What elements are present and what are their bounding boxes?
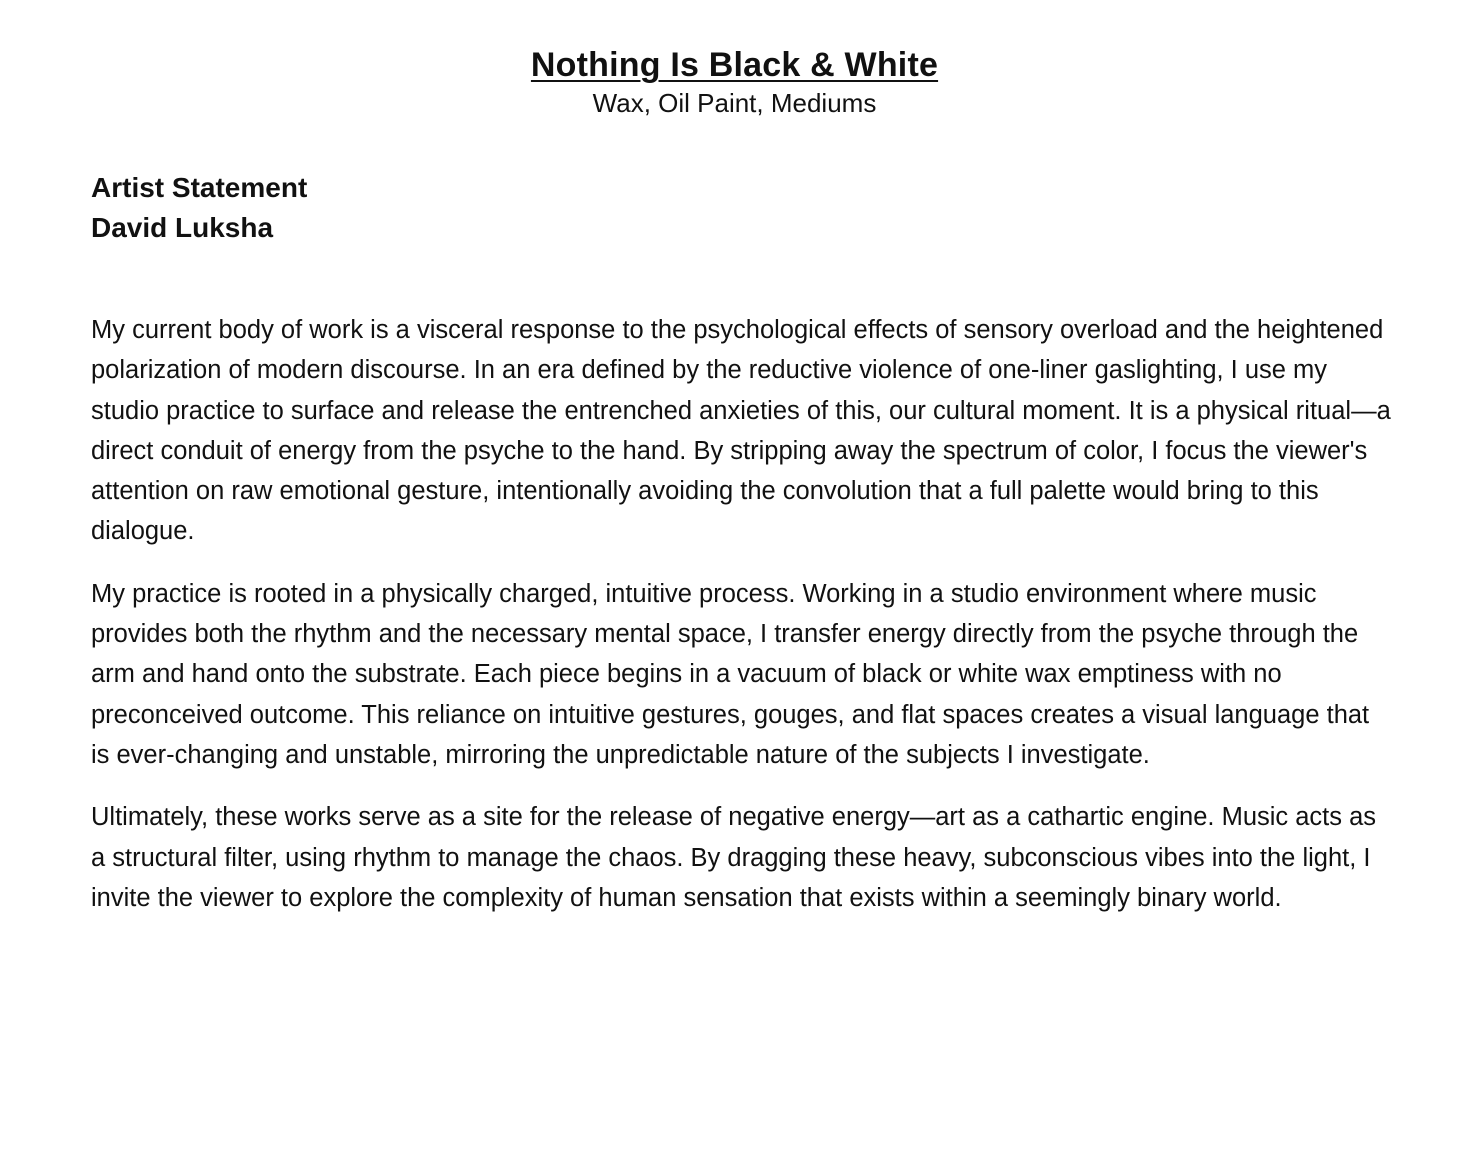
document-subtitle: Wax, Oil Paint, Mediums bbox=[592, 88, 877, 118]
document-title: Nothing Is Black & White bbox=[530, 46, 939, 84]
statement-heading: Artist Statement bbox=[91, 172, 308, 203]
statement-body bbox=[91, 310, 1391, 940]
paragraph-3: Ultimately, these works serve as a site for the release of negative energy—art as a cathartic engine. Music acts as a structural filter, using rhythm to manage the chaos. By dragging these heavy, subconscious vibes into the light, I invite the viewer to explore the complexity of human sensation that exists within a seemingly binary world. bbox=[91, 803, 1377, 912]
title-block bbox=[0, 44, 1469, 120]
paragraph-1: My current body of work is a visceral response to the psychological effects of sensory overload and the heightened polarization of modern discourse. In an era defined by the reductive violence of one-liner gaslighting, I use my studio practice to surface and release the entrenched anxieties of this, our cultural moment. It is a physical ritual—a direct conduit of energy from the psyche to the hand. By stripping away the spectrum of color, I focus the viewer's attention on raw emotional gesture, intentionally avoiding the convolution that a full palette would bring to this dialogue. bbox=[91, 316, 1391, 546]
paragraph-2: My practice is rooted in a physically charged, intuitive process. Working in a studio environment where music provides both the rhythm and the necessary mental space, I transfer energy directly from the psyche through the arm and hand onto the substrate. Each piece begins in a vacuum of black or white wax emptiness with no preconceived outcome. This reliance on intuitive gestures, gouges, and flat spaces creates a visual language that is ever-changing and unstable, mirroring the unpredictable nature of the subjects I investigate. bbox=[91, 579, 1370, 769]
statement-header bbox=[91, 168, 307, 248]
author-name: David Luksha bbox=[91, 212, 274, 243]
